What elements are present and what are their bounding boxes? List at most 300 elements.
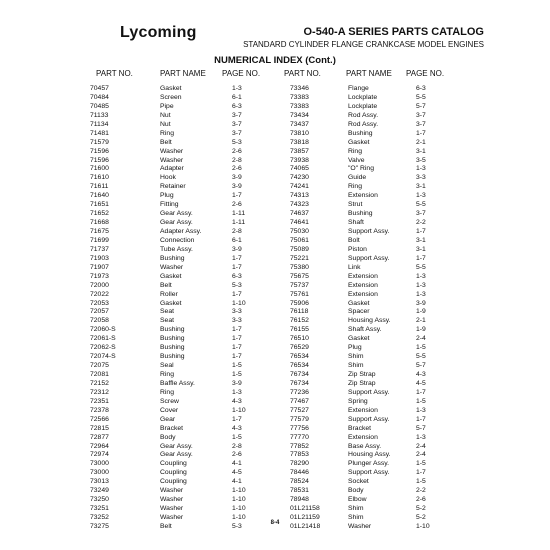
- part-no-right: 74241: [290, 183, 309, 191]
- part-no-left: 72075: [90, 362, 109, 370]
- part-no-left: 71651: [90, 201, 109, 209]
- part-name-left: Adapter Assy.: [160, 228, 202, 235]
- part-name-left: Nut: [160, 120, 171, 128]
- part-no-left: 71675: [90, 228, 109, 235]
- page-no-left: 1-5: [232, 433, 242, 441]
- part-no-right: 73383: [290, 102, 309, 110]
- table-row: [0, 273, 550, 282]
- table-row: [0, 165, 550, 174]
- page-no-right: 5-5: [416, 353, 426, 361]
- table-row: [0, 210, 550, 219]
- part-name-left: Roller: [160, 290, 178, 298]
- table-row: [0, 291, 550, 300]
- part-name-right: Spacer: [348, 308, 370, 316]
- part-name-left: Nut: [160, 111, 171, 119]
- part-name-left: Ring: [160, 388, 174, 396]
- part-name-left: Coupling: [160, 469, 187, 477]
- page-no-right: 5-5: [416, 93, 426, 101]
- table-row: [0, 94, 550, 103]
- page-no-left: 1-11: [232, 210, 246, 218]
- part-no-left: 71596: [90, 156, 109, 164]
- part-name-right: Bushing: [348, 129, 373, 137]
- part-no-left: 70457: [90, 85, 109, 92]
- page-no-left: 3-7: [232, 111, 242, 119]
- part-no-right: 74323: [290, 201, 309, 209]
- part-name-right: Support Assy.: [348, 469, 390, 477]
- table-row: [0, 85, 550, 94]
- page-no-left: 1-5: [232, 362, 242, 370]
- page-no-right: 3-9: [416, 299, 426, 307]
- table-row: [0, 282, 550, 291]
- part-name-right: Support Assy.: [348, 228, 390, 235]
- part-no-right: 01L21418: [290, 522, 321, 530]
- part-no-right: 74641: [290, 219, 309, 227]
- page-no-right: 4-5: [416, 379, 426, 387]
- part-no-left: 72057: [90, 308, 109, 316]
- part-no-left: 72964: [90, 442, 109, 450]
- page-no-right: 2-2: [416, 487, 426, 495]
- part-no-right: 77467: [290, 397, 309, 405]
- part-name-right: Socket: [348, 478, 369, 486]
- part-name-right: Valve: [348, 156, 365, 164]
- part-name-right: Extension: [348, 406, 378, 414]
- page-no-left: 4-3: [232, 397, 242, 405]
- page-no-left: 1-7: [232, 344, 242, 352]
- table-row: [0, 192, 550, 201]
- page-no-right: 1-7: [416, 254, 426, 262]
- part-name-right: Gasket: [348, 138, 370, 146]
- part-no-right: 76155: [290, 326, 309, 334]
- part-no-left: 70485: [90, 102, 109, 110]
- part-no-left: 71596: [90, 147, 109, 155]
- part-name-right: Extension: [348, 290, 378, 298]
- table-row: [0, 451, 550, 460]
- header-part-no-right: PART NO.: [284, 69, 321, 78]
- page-no-left: 2-8: [232, 442, 242, 450]
- part-name-left: Gasket: [160, 272, 182, 280]
- part-name-left: Ring: [160, 371, 174, 378]
- part-name-left: Bushing: [160, 254, 185, 262]
- page-no-left: 3-3: [232, 308, 242, 316]
- part-name-right: Shim: [348, 353, 364, 361]
- part-no-left: 71600: [90, 165, 109, 173]
- part-no-right: 73434: [290, 111, 309, 119]
- page-no-right: 3-1: [416, 245, 426, 253]
- table-row: [0, 157, 550, 166]
- table-row: [0, 112, 550, 121]
- page-no-left: 5-3: [232, 138, 242, 146]
- part-no-left: 72060-S: [90, 326, 116, 334]
- page-no-right: 3-5: [416, 156, 426, 164]
- page-no-right: 3-7: [416, 210, 426, 218]
- page-no-right: 4-3: [416, 371, 426, 378]
- table-row: [0, 103, 550, 112]
- part-name-left: Bushing: [160, 335, 185, 343]
- page-no-right: 3-7: [416, 111, 426, 119]
- part-name-right: Support Assy.: [348, 254, 390, 262]
- page-no-right: 5-2: [416, 505, 426, 513]
- part-no-right: 77527: [290, 406, 309, 414]
- table-row: [0, 237, 550, 246]
- part-name-left: Washer: [160, 487, 184, 495]
- page-no-left: 5-3: [232, 522, 242, 530]
- part-no-right: 76534: [290, 362, 309, 370]
- part-name-left: Bushing: [160, 353, 185, 361]
- page-no-right: 6-3: [416, 85, 426, 92]
- part-no-left: 71481: [90, 129, 109, 137]
- table-row: [0, 308, 550, 317]
- parts-index-table: [0, 85, 550, 532]
- page-no-left: 1-7: [232, 353, 242, 361]
- part-name-right: Piston: [348, 245, 367, 253]
- page-no-right: 1-5: [416, 460, 426, 468]
- part-no-left: 72152: [90, 379, 109, 387]
- part-name-left: Seat: [160, 308, 174, 316]
- part-name-left: Screen: [160, 93, 182, 101]
- part-name-right: Zip Strap: [348, 379, 376, 387]
- part-name-right: Extension: [348, 433, 378, 441]
- part-name-left: Washer: [160, 156, 184, 164]
- part-name-right: Washer: [348, 522, 372, 530]
- part-name-right: Bushing: [348, 210, 373, 218]
- part-name-left: Baffle Assy.: [160, 379, 195, 387]
- part-no-left: 71611: [90, 183, 109, 191]
- part-name-left: Pipe: [160, 102, 174, 110]
- part-name-right: Base Assy.: [348, 442, 382, 450]
- header-part-name-left: PART NAME: [160, 69, 206, 78]
- table-row: [0, 425, 550, 434]
- page-no-right: 1-7: [416, 415, 426, 423]
- part-no-right: 77853: [290, 451, 309, 459]
- part-no-left: 72566: [90, 415, 109, 423]
- part-no-right: 77579: [290, 415, 309, 423]
- page-no-left: 5-3: [232, 281, 242, 289]
- table-row: [0, 478, 550, 487]
- part-no-right: 75089: [290, 245, 309, 253]
- page-no-left: 1-3: [232, 388, 242, 396]
- part-name-right: Shaft: [348, 219, 364, 227]
- table-row: [0, 469, 550, 478]
- table-row: [0, 362, 550, 371]
- part-no-left: 71133: [90, 111, 109, 119]
- part-name-left: Plug: [160, 192, 174, 200]
- part-no-right: 73437: [290, 120, 309, 128]
- table-row: [0, 434, 550, 443]
- table-row: [0, 246, 550, 255]
- page-no-left: 1-10: [232, 514, 246, 521]
- part-no-right: 75761: [290, 290, 309, 298]
- part-no-right: 76152: [290, 317, 309, 325]
- page-no-left: 3-3: [232, 317, 242, 325]
- part-name-right: Housing Assy.: [348, 451, 391, 459]
- part-no-left: 71973: [90, 272, 109, 280]
- part-name-right: Rod Assy.: [348, 111, 379, 119]
- page-no-right: 1-7: [416, 228, 426, 235]
- part-no-left: 71668: [90, 219, 109, 227]
- part-name-right: Ring: [348, 183, 362, 191]
- page-no-left: 3-9: [232, 174, 242, 182]
- part-no-right: 74637: [290, 210, 309, 218]
- page-no-right: 1-7: [416, 129, 426, 137]
- page-no-right: 2-4: [416, 335, 426, 343]
- part-no-left: 72062-S: [90, 344, 116, 352]
- part-name-left: Connection: [160, 236, 195, 244]
- table-row: [0, 460, 550, 469]
- part-no-right: 75221: [290, 254, 309, 262]
- part-no-left: 71652: [90, 210, 109, 218]
- part-no-right: 75061: [290, 236, 309, 244]
- part-no-right: 78948: [290, 496, 309, 504]
- part-no-left: 72312: [90, 388, 109, 396]
- part-name-left: Gear Assy.: [160, 210, 193, 218]
- part-no-left: 72074-S: [90, 353, 116, 361]
- page-no-left: 6-3: [232, 272, 242, 280]
- part-name-right: Shaft Assy.: [348, 326, 382, 334]
- table-row: [0, 380, 550, 389]
- page-no-left: 3-9: [232, 379, 242, 387]
- part-name-right: Extension: [348, 272, 378, 280]
- part-name-left: Bracket: [160, 424, 184, 432]
- page-no-right: 2-4: [416, 442, 426, 450]
- part-name-left: Fitting: [160, 201, 179, 209]
- table-row: [0, 183, 550, 192]
- part-name-right: Shim: [348, 362, 364, 370]
- page-no-left: 2-8: [232, 228, 242, 235]
- table-row: [0, 300, 550, 309]
- part-name-right: Guide: [348, 174, 367, 182]
- page-no-right: 1-3: [416, 290, 426, 298]
- part-no-left: 73249: [90, 487, 109, 495]
- header-page-no-left: PAGE NO.: [222, 69, 261, 78]
- part-no-right: 73818: [290, 138, 309, 146]
- part-name-left: Tube Assy.: [160, 245, 193, 253]
- table-row: [0, 121, 550, 130]
- part-name-left: Gasket: [160, 299, 182, 307]
- page-no-left: 2-6: [232, 201, 242, 209]
- page-no-right: 1-10: [416, 522, 430, 530]
- table-row: [0, 389, 550, 398]
- part-name-left: Ring: [160, 129, 174, 137]
- page-no-left: 1-7: [232, 415, 242, 423]
- part-name-right: Lockplate: [348, 93, 378, 101]
- part-no-right: 75737: [290, 281, 309, 289]
- part-name-right: Link: [348, 263, 361, 271]
- catalog-subtitle: STANDARD CYLINDER FLANGE CRANKCASE MODEL ENGINES: [243, 40, 484, 49]
- page-no-left: 1-11: [232, 219, 246, 227]
- page-no-left: 6-3: [232, 102, 242, 110]
- header-page-no-right: PAGE NO.: [406, 69, 445, 78]
- part-no-right: 75380: [290, 263, 309, 271]
- part-name-left: Washer: [160, 263, 184, 271]
- part-name-left: Gasket: [160, 85, 182, 92]
- page-no-left: 2-6: [232, 451, 242, 459]
- part-no-left: 72022: [90, 290, 109, 298]
- part-name-right: Strut: [348, 201, 363, 209]
- part-name-right: Flange: [348, 85, 369, 92]
- page-no-right: 1-5: [416, 344, 426, 352]
- part-no-left: 71903: [90, 254, 109, 262]
- page-no-right: 1-3: [416, 192, 426, 200]
- table-row: [0, 264, 550, 273]
- part-no-left: 72877: [90, 433, 109, 441]
- page-number: 8-4: [270, 520, 280, 526]
- page-no-left: 1-10: [232, 496, 246, 504]
- part-no-left: 73000: [90, 469, 109, 477]
- part-no-right: 78531: [290, 487, 309, 495]
- part-no-left: 72053: [90, 299, 109, 307]
- part-no-left: 72815: [90, 424, 109, 432]
- part-name-right: Extension: [348, 192, 378, 200]
- part-name-left: Seat: [160, 317, 174, 325]
- table-row: [0, 398, 550, 407]
- part-no-left: 71610: [90, 174, 109, 182]
- table-row: [0, 407, 550, 416]
- table-row: [0, 148, 550, 157]
- table-row: [0, 130, 550, 139]
- part-no-left: 72000: [90, 281, 109, 289]
- part-no-left: 73250: [90, 496, 109, 504]
- part-name-left: Bushing: [160, 344, 185, 352]
- page-no-right: 1-9: [416, 326, 426, 334]
- page-no-right: 1-3: [416, 281, 426, 289]
- part-name-left: Retainer: [160, 183, 186, 191]
- table-row: [0, 255, 550, 264]
- brand-logo: Lycoming: [120, 24, 197, 41]
- part-no-left: 73252: [90, 514, 109, 521]
- page-no-left: 1-5: [232, 371, 242, 378]
- part-no-left: 71579: [90, 138, 109, 146]
- page-no-left: 2-8: [232, 156, 242, 164]
- part-no-left: 72351: [90, 397, 109, 405]
- page-no-right: 1-5: [416, 478, 426, 486]
- page-no-left: 2-6: [232, 165, 242, 173]
- page-no-left: 1-7: [232, 326, 242, 334]
- part-name-right: Gasket: [348, 299, 370, 307]
- section-title: NUMERICAL INDEX (Cont.): [214, 55, 336, 66]
- page-no-left: 1-7: [232, 254, 242, 262]
- part-no-right: 78524: [290, 478, 309, 486]
- part-no-left: 73013: [90, 478, 109, 486]
- page-no-right: 2-6: [416, 496, 426, 504]
- table-row: [0, 487, 550, 496]
- part-name-left: Washer: [160, 496, 184, 504]
- page-no-left: 1-7: [232, 192, 242, 200]
- part-no-right: 73810: [290, 129, 309, 137]
- part-no-left: 72974: [90, 451, 109, 459]
- part-name-right: Elbow: [348, 496, 367, 504]
- column-headers: [0, 69, 550, 81]
- page-no-left: 3-9: [232, 245, 242, 253]
- part-name-left: Adapter: [160, 165, 184, 173]
- part-no-right: 76529: [290, 344, 309, 352]
- table-row: [0, 335, 550, 344]
- table-row: [0, 416, 550, 425]
- page-no-right: 5-7: [416, 102, 426, 110]
- header-part-no-left: PART NO.: [96, 69, 133, 78]
- part-no-left: 73275: [90, 522, 109, 530]
- part-name-left: Washer: [160, 505, 184, 513]
- part-no-right: 78446: [290, 469, 309, 477]
- part-no-right: 75030: [290, 228, 309, 235]
- page-no-right: 3-1: [416, 147, 426, 155]
- page-no-right: 1-3: [416, 272, 426, 280]
- page-no-left: 1-7: [232, 290, 242, 298]
- part-name-right: Plunger Assy.: [348, 460, 390, 468]
- part-name-left: Gear Assy.: [160, 442, 193, 450]
- part-name-left: Cover: [160, 406, 179, 414]
- page-no-left: 1-7: [232, 263, 242, 271]
- page-no-left: 1-10: [232, 505, 246, 513]
- page-no-right: 2-4: [416, 451, 426, 459]
- part-no-right: 01L21158: [290, 505, 320, 513]
- part-name-left: Washer: [160, 147, 184, 155]
- table-row: [0, 228, 550, 237]
- part-name-right: "O" Ring: [348, 165, 374, 173]
- part-name-right: Zip Strap: [348, 371, 376, 378]
- part-name-left: Gear: [160, 415, 176, 423]
- page-no-left: 6-1: [232, 93, 242, 101]
- part-no-right: 73346: [290, 85, 309, 92]
- part-name-left: Coupling: [160, 460, 187, 468]
- part-no-right: 73938: [290, 156, 309, 164]
- page-no-left: 4-1: [232, 478, 242, 486]
- part-no-left: 70484: [90, 93, 109, 101]
- page-no-right: 2-1: [416, 317, 426, 325]
- part-name-left: Hook: [160, 174, 176, 182]
- page-no-left: 3-7: [232, 129, 242, 137]
- part-name-left: Gear Assy.: [160, 451, 193, 459]
- part-name-right: Body: [348, 487, 364, 495]
- part-no-right: 74065: [290, 165, 309, 173]
- page-no-left: 1-3: [232, 85, 242, 92]
- table-row: [0, 353, 550, 362]
- table-row: [0, 496, 550, 505]
- part-no-left: 72081: [90, 371, 109, 378]
- part-name-right: Support Assy.: [348, 415, 390, 423]
- part-name-right: Rod Assy.: [348, 120, 379, 128]
- table-row: [0, 219, 550, 228]
- part-no-right: 01L21159: [290, 514, 320, 521]
- part-no-right: 73383: [290, 93, 309, 101]
- part-no-right: 77852: [290, 442, 309, 450]
- part-name-right: Shim: [348, 514, 364, 521]
- part-no-right: 77756: [290, 424, 309, 432]
- page-no-right: 1-5: [416, 397, 426, 405]
- page-no-right: 2-2: [416, 219, 426, 227]
- part-no-right: 76534: [290, 353, 309, 361]
- page-no-right: 3-1: [416, 183, 426, 191]
- part-name-right: Gasket: [348, 335, 370, 343]
- page-no-right: 1-9: [416, 308, 426, 316]
- part-no-left: 73251: [90, 505, 109, 513]
- part-name-left: Belt: [160, 138, 172, 146]
- page-no-right: 5-2: [416, 514, 426, 521]
- part-no-right: 74230: [290, 174, 309, 182]
- catalog-title: O-540-A SERIES PARTS CATALOG: [303, 26, 484, 38]
- table-row: [0, 174, 550, 183]
- part-no-right: 76734: [290, 379, 309, 387]
- part-name-left: Coupling: [160, 478, 187, 486]
- part-no-left: 71907: [90, 263, 109, 271]
- page-no-left: 4-3: [232, 424, 242, 432]
- part-no-left: 71699: [90, 236, 109, 244]
- page-no-left: 1-10: [232, 299, 246, 307]
- table-row: [0, 443, 550, 452]
- table-row: [0, 505, 550, 514]
- part-no-left: 71134: [90, 120, 109, 128]
- page-no-left: 4-1: [232, 460, 242, 468]
- page-no-right: 5-5: [416, 263, 426, 271]
